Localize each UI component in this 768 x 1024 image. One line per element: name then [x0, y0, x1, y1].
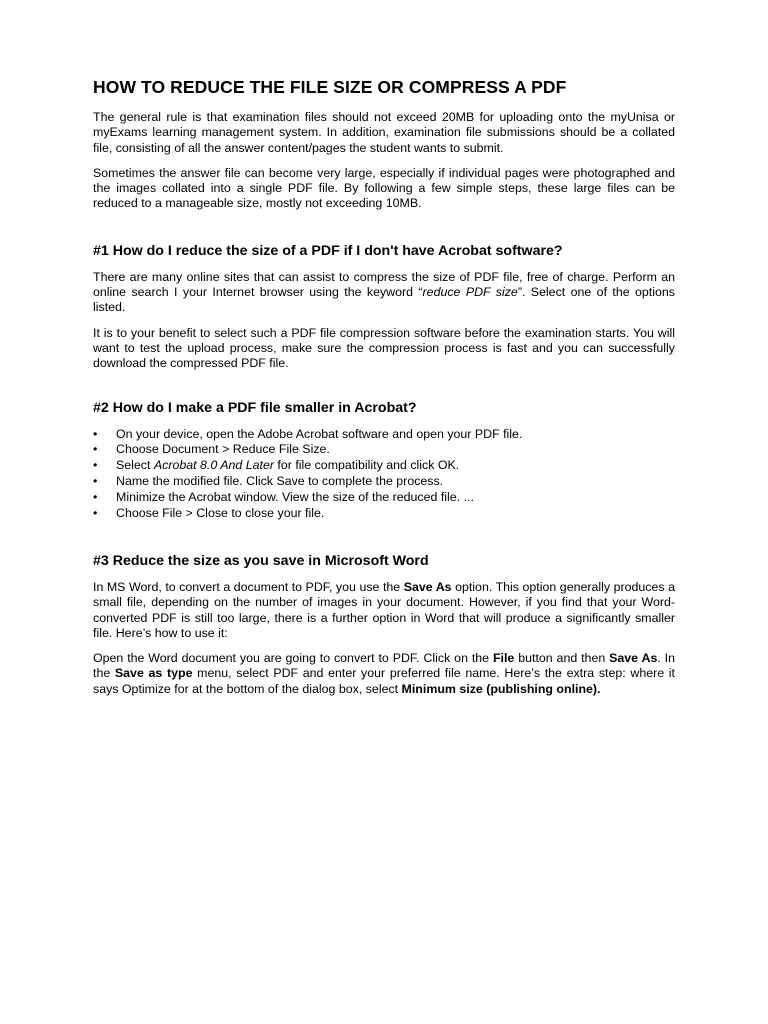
search-keyword: reduce PDF size	[422, 285, 518, 300]
intro-paragraph-2: Sometimes the answer file can become very large, especially if individual pages were photographed and the images collated into a single PDF file. By following a few simple steps, these large files can be reduced to a manageable size, mostly not exceeding 10MB.	[93, 165, 675, 211]
list-item: • Choose File > Close to close your file.	[93, 506, 675, 522]
section-3-paragraph-2	[93, 651, 675, 697]
section-2-heading: #2 How do I make a PDF file smaller in Acrobat?	[93, 399, 417, 416]
page-title: HOW TO REDUCE THE FILE SIZE OR COMPRESS A PDF	[93, 77, 567, 97]
minimum-size-term: Minimum size (publishing online).	[401, 681, 601, 696]
section-3-text: button and then	[514, 651, 610, 666]
section-1-paragraph-1	[93, 270, 675, 316]
save-as-term: Save As	[609, 651, 658, 666]
section-3-paragraph-1	[93, 580, 675, 641]
intro-paragraph-1: The general rule is that examination files should not exceed 20MB for uploading onto the myUnisa or myExams learning management system. In addition, examination file submissions should be a collated file, consisting of all the answer content/pages the student wants to submit.	[93, 110, 675, 155]
document-page	[93, 76, 675, 707]
section-3-text: option. This option generally produces a small file, depending on the number of images in your document. However, if you find that your Word-converted PDF is still too large, there is a further option in Word that will produce a significantly smaller file. Here’s how to use it:	[93, 580, 675, 640]
save-as-type-term: Save as type	[114, 666, 193, 681]
list-item: • Choose Document > Reduce File Size.	[93, 442, 675, 458]
list-item: • Minimize the Acrobat window. View the size of the reduced file. ...	[93, 490, 675, 506]
file-term: File	[492, 651, 515, 666]
compatibility-option: Acrobat 8.0 And Later	[153, 458, 274, 473]
section-1-heading: #1 How do I reduce the size of a PDF if I don't have Acrobat software?	[93, 242, 563, 259]
list-item	[93, 458, 675, 474]
acrobat-steps-list	[93, 427, 675, 522]
list-item-text: for file compatibility and click OK.	[273, 458, 460, 473]
section-3-text: In MS Word, to convert a document to PDF, you use the	[93, 580, 404, 594]
section-1-text: There are many online sites that can assist to compress the size of PDF file, free of charge. Perform an online search I your Internet browser using the keyword “	[93, 269, 675, 300]
section-3-heading: #3 Reduce the size as you save in Microsoft Word	[93, 553, 429, 569]
list-item-text: Select	[116, 458, 154, 473]
section-3-text: Open the Word document you are going to convert to PDF. Click on the	[93, 651, 493, 666]
section-3-text: menu, select PDF and enter your preferred file name. Here’s the extra step: where it says Optimize for at the bottom of the dialog box, select	[93, 666, 675, 696]
section-1-text: ”. Select one of the options listed.	[93, 285, 675, 315]
save-as-term: Save As	[403, 580, 452, 594]
list-item: • Name the modified file. Click Save to complete the process.	[93, 474, 675, 490]
section-3-text: . In the	[93, 651, 676, 681]
section-1-paragraph-2: It is to your benefit to select such a PDF file compression software before the examination starts. You will want to test the upload process, make sure the compression process is fast and you can successfully download the compressed PDF file.	[93, 325, 675, 371]
list-item: • On your device, open the Adobe Acrobat software and open your PDF file.	[93, 427, 675, 443]
